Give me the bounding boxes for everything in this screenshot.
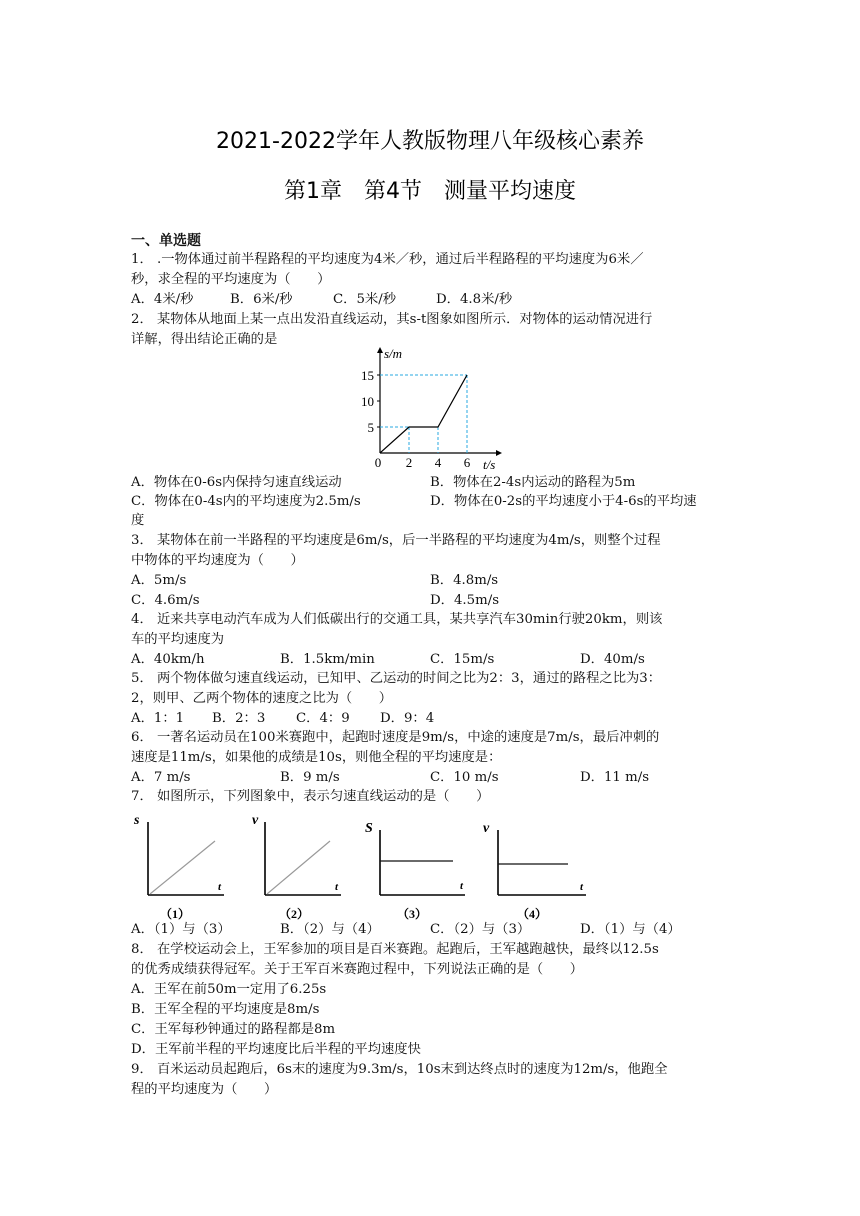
- q5-option-d: D．9：4: [380, 711, 435, 726]
- graph-2-caption: （2）: [279, 907, 310, 921]
- graph-4-x-label: t: [580, 881, 584, 893]
- q8-option-c: C．王军每秒钟通过的路程都是8m: [131, 1022, 336, 1037]
- q2-option-b: B．物体在2-4s内运动的路程为5m: [430, 475, 636, 490]
- q1-option-a: A．4米/秒: [131, 292, 194, 307]
- q5-option-b: B．2：3: [212, 711, 266, 726]
- graph-2-x-label: t: [335, 881, 339, 893]
- series-line: [380, 375, 467, 453]
- q7-option-a: A．（1）与（3）: [131, 922, 231, 937]
- q4-stem-line2: 车的平均速度为: [131, 632, 225, 647]
- y-axis-arrow: [377, 347, 383, 353]
- graph-4-caption: （4）: [517, 907, 548, 921]
- q7-option-b: B．（2）与（4）: [280, 922, 380, 937]
- graph-1-y-label: s: [134, 813, 140, 828]
- graph-1: [133, 813, 224, 921]
- q8-option-a: A．王军在前50m一定用了6.25s: [131, 982, 327, 997]
- q7-option-d: D．（1）与（4）: [580, 922, 681, 937]
- x-tick-0: 0: [374, 455, 382, 470]
- graph-1-line: [150, 841, 215, 894]
- q2-option-a: A．物体在0-6s内保持匀速直线运动: [131, 475, 342, 490]
- q3-stem-line2: 中物体的平均速度为（ ）: [131, 553, 304, 568]
- graph-3: [365, 821, 465, 921]
- x-tick-6: 6: [463, 455, 471, 470]
- q5-stem-line2: 2，则甲、乙两个物体的速度之比为（ ）: [131, 691, 393, 706]
- q5-option-a: A．1：1: [131, 711, 185, 726]
- q1-option-c: C．5米/秒: [333, 292, 397, 307]
- graph-3-y-label: S: [365, 821, 373, 836]
- q5-stem-line1: 5． 两个物体做匀速直线运动，已知甲、乙运动的时间之比为2：3，通过的路程之比为3：: [131, 671, 662, 686]
- graph-3-x-label: t: [460, 880, 464, 892]
- q2-option-d-cont: 度: [131, 513, 145, 528]
- q3-option-d: D．4.5m/s: [430, 593, 500, 608]
- q6-stem-line1: 6． 一著名运动员在100米赛跑中，起跑时速度是9m/s，中途的速度是7m/s，最后冲刺的: [131, 730, 660, 745]
- q6-option-b: B．9 m/s: [280, 770, 340, 785]
- q9-stem-line1: 9． 百米运动员起跑后，6s末的速度为9.3m/s，10s末到达终点时的速度为12m/s，他跑全: [131, 1062, 668, 1077]
- q1-option-b: B．6米/秒: [230, 292, 293, 307]
- q2-option-c: C．物体在0-4s内的平均速度为2.5m/s: [131, 494, 361, 509]
- q2-option-d: D．物体在0-2s的平均速度小于4-6s的平均速: [430, 494, 697, 509]
- graph-2-y-label: v: [252, 813, 259, 828]
- q4-option-d: D．40m/s: [580, 652, 645, 667]
- motion-graphs: [128, 808, 598, 924]
- y-axis-label: s/m: [384, 346, 403, 361]
- graph-1-x-label: t: [218, 881, 222, 893]
- graph-4-y-label: v: [483, 821, 490, 836]
- q8-option-b: B．王军全程的平均速度是8m/s: [131, 1002, 320, 1017]
- q3-stem-line1: 3． 某物体在前一半路程的平均速度是6m/s，后一半路程的平均速度为4m/s，则整个过程: [131, 533, 661, 548]
- graph-2: [252, 813, 341, 921]
- q8-stem-line1: 8． 在学校运动会上，王军参加的项目是百米赛跑。起跑后，王军越跑越快，最终以12.5s: [131, 942, 659, 957]
- q1-stem-line1: 1． .一物体通过前半程路程的平均速度为4米／秒，通过后半程路程的平均速度为6米／: [131, 252, 644, 267]
- q3-option-b: B．4.8m/s: [430, 573, 499, 588]
- x-axis-label: t/s: [483, 457, 496, 472]
- y-tick-5: 5: [367, 420, 374, 435]
- x-tick-2: 2: [405, 455, 413, 470]
- q6-option-a: A．7 m/s: [131, 770, 191, 785]
- q4-option-b: B．1.5km/min: [280, 652, 375, 667]
- q8-option-d: D．王军前半程的平均速度比后半程的平均速度快: [131, 1042, 421, 1057]
- q6-option-c: C．10 m/s: [430, 770, 499, 785]
- q4-stem-line1: 4． 近来共享电动汽车成为人们低碳出行的交通工具，某共享汽车30min行驶20km，则该: [131, 612, 663, 627]
- q6-option-d: D．11 m/s: [580, 770, 650, 785]
- y-tick-10: 10: [361, 394, 374, 409]
- q3-option-a: A．5m/s: [131, 573, 187, 588]
- q2-stem-line2: 详解，得出结论正确的是: [131, 332, 278, 347]
- q1-option-d: D．4.8米/秒: [436, 292, 513, 307]
- x-axis-arrow: [496, 450, 502, 456]
- q3-option-c: C．4.6m/s: [131, 593, 200, 608]
- q4-option-a: A．40km/h: [131, 652, 205, 667]
- chapter-title: 第1章 第4节 测量平均速度: [284, 179, 576, 204]
- q7-stem: 7． 如图所示，下列图象中，表示匀速直线运动的是（ ）: [131, 789, 490, 804]
- document-title: 2021-2022学年人教版物理八年级核心素养: [216, 129, 644, 154]
- section-heading: 一、单选题: [131, 233, 201, 249]
- q9-stem-line2: 程的平均速度为（ ）: [131, 1082, 278, 1097]
- s-t-graph: [360, 343, 510, 473]
- q2-stem-line1: 2． 某物体从地面上某一点出发沿直线运动，其s-t图象如图所示．对物体的运动情况进行: [131, 312, 653, 327]
- graph-3-caption: （3）: [397, 907, 428, 921]
- graph-2-line: [267, 841, 330, 894]
- q4-option-c: C．15m/s: [430, 652, 495, 667]
- q8-stem-line2: 的优秀成绩获得冠军。关于王军百米赛跑过程中，下列说法正确的是（ ）: [131, 962, 584, 977]
- q7-option-c: C．（2）与（3）: [430, 922, 531, 937]
- y-tick-15: 15: [361, 368, 374, 383]
- q5-option-c: C．4：9: [296, 711, 350, 726]
- q1-stem-line2: 秒，求全程的平均速度为（ ）: [131, 272, 331, 287]
- x-tick-4: 4: [434, 455, 442, 470]
- graph-4: [483, 821, 586, 921]
- graph-1-caption: （1）: [160, 907, 191, 921]
- q6-stem-line2: 速度是11m/s，如果他的成绩是10s，则他全程的平均速度是：: [131, 750, 502, 765]
